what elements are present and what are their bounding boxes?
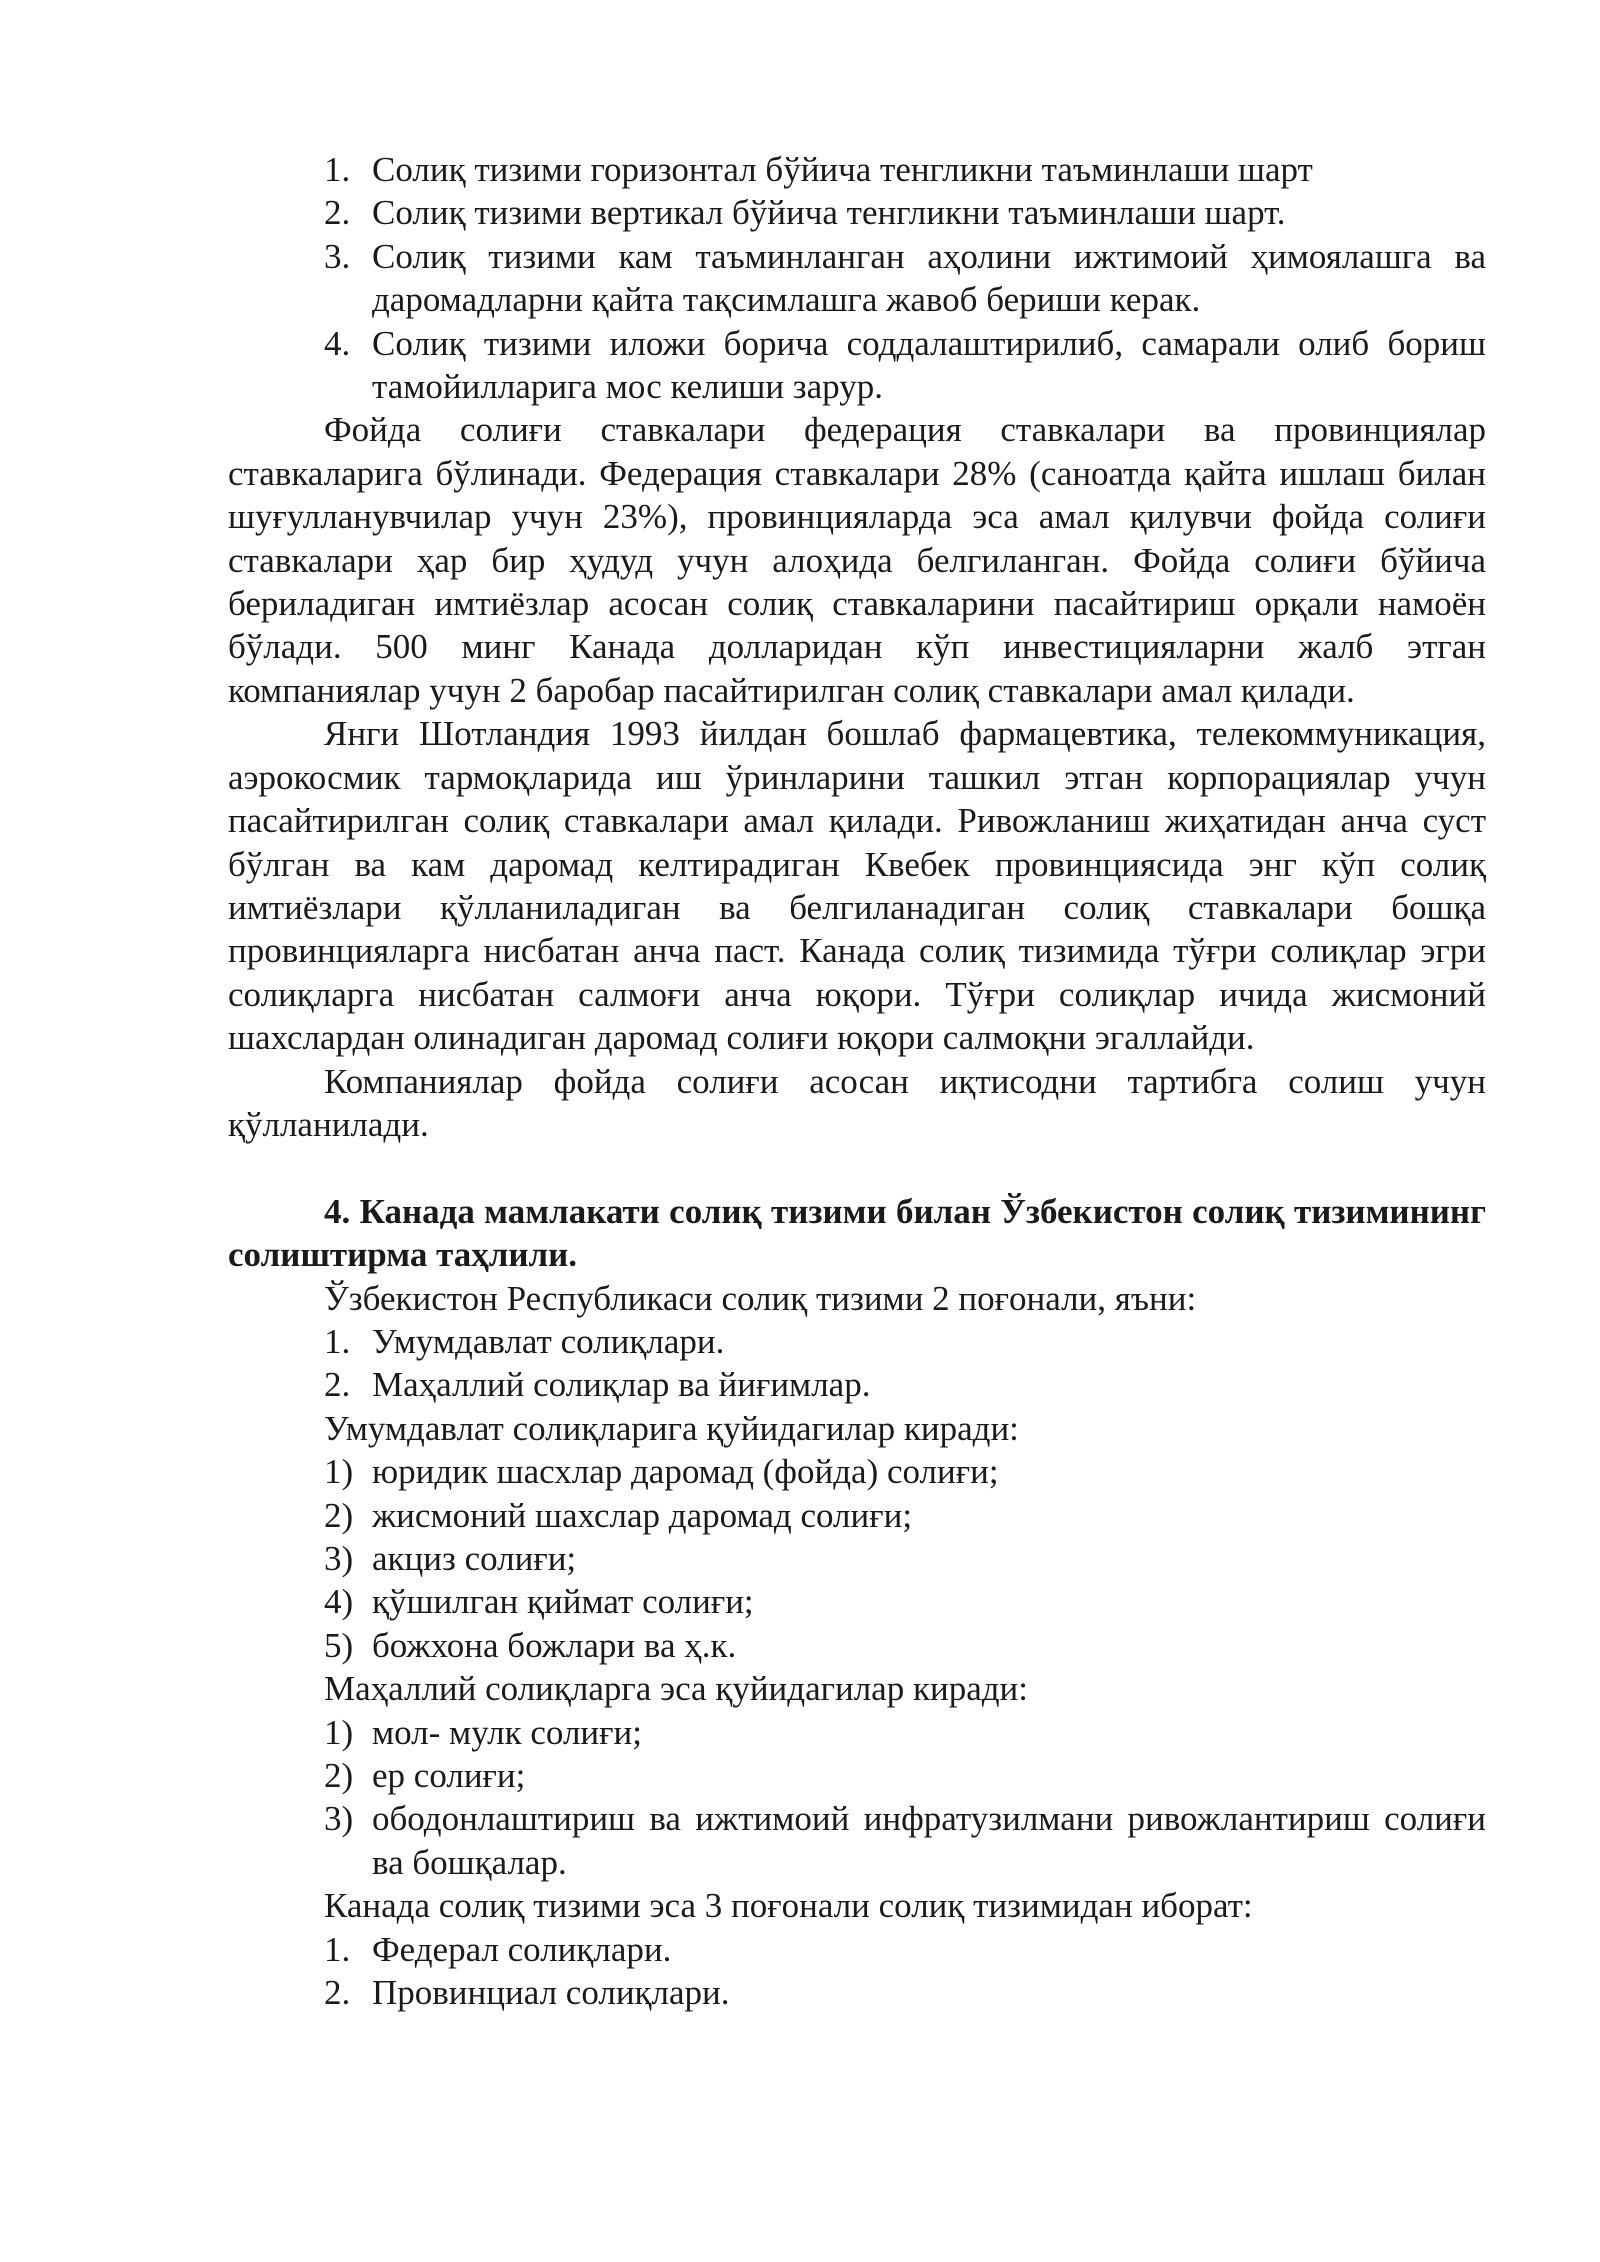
list-text: ободонлаштириш ва ижтимоий инфратузилмани ривожлантириш солиғи ва бошқалар.	[372, 1799, 1486, 1882]
section-heading: 4. Канада мамлакати солиқ тизими билан Ўзбекистон солиқ тизимининг солиштирма таҳлили.	[228, 1191, 1486, 1275]
list-number: 2.	[324, 193, 351, 233]
list-number: 4.	[324, 323, 351, 363]
list-item	[228, 1450, 1486, 1493]
list-number: 1.	[324, 150, 351, 189]
list-text: Солиқ тизими иложи борича соддалаштирилиб, самарали олиб бориш тамойилларига мос келиши зарур.	[372, 323, 1486, 407]
list-text: божхона божлари ва ҳ.к.	[372, 1625, 737, 1665]
list-item	[228, 1537, 1486, 1580]
list-text: Провинциал солиқлари.	[372, 1973, 730, 2013]
list-text: ер солиғи;	[372, 1756, 526, 1796]
list-number: 2.	[324, 1973, 351, 2013]
document-page	[228, 148, 1486, 2014]
list-item	[228, 1320, 1486, 1363]
list-item	[228, 191, 1486, 234]
list-text: Солиқ тизими горизонтал бўйича тенгликни таъминлаши шарт	[372, 150, 1313, 189]
intro-local-taxes: Маҳаллий солиқларга эса қуйидагилар киради:	[324, 1669, 1028, 1709]
paragraph-nova-scotia: Янги Шотландия 1993 йилдан бошлаб фармацевтика, телекоммуникация, аэрокосмик тармоқларида иш ўринларини ташкил этган корпорациялар учун пасайтирилган солиқ ставкалари амал қилади. Ривожланиш жиҳатидан анча суст бўлган ва кам даромад келтирадиган Квебек провинциясида энг кўп солиқ имтиёзлари қўлланиладиган ва белгиланадиган солиқ ставкалари бошқа провинцияларга нисбатан анча паст. Канада солиқ тизимида тўғри солиқлар эгри солиқларга нисбатан салмоғи анча юқори. Тўғри солиқлар ичида жисмоний шахслардан олинадиган даромад солиғи юқори салмоқни эгаллайди.	[228, 714, 1486, 1058]
list-text: мол- мулк солиғи;	[372, 1712, 642, 1752]
list-number: 1)	[324, 1452, 354, 1492]
list-item	[228, 1580, 1486, 1623]
list-number: 3)	[324, 1799, 354, 1839]
list-item	[228, 1797, 1486, 1884]
intro-state-taxes: Умумдавлат солиқларига қуйидагилар киради:	[324, 1408, 1019, 1448]
list-number: 3.	[324, 236, 351, 276]
list-number: 1)	[324, 1712, 354, 1752]
paragraph-profit-tax-rates: Фойда солиғи ставкалари федерация ставкалари ва провинциялар ставкаларига бўлинади. Федерация ставкалари 28% (саноатда қайта ишлаш билан шуғулланувчилар учун 23%), провинцияларда эса амал қилувчи фойда солиғи ставкалари ҳар бир ҳудуд учун алоҳида белгиланган. Фойда солиғи бўйича бериладиган имтиёзлар асосан солиқ ставкаларини пасайтириш орқали намоён бўлади. 500 минг Канада долларидан кўп инвестицияларни жалб этган компаниялар учун 2 баробар пасайтирилган солиқ ставкалари амал қилади.	[228, 410, 1486, 710]
list-number: 2)	[324, 1756, 354, 1796]
list-number: 1.	[324, 1929, 351, 1969]
paragraph-company-profit-tax: Компаниялар фойда солиғи асосан иқтисодни тартибга солиш учун қўлланилади.	[228, 1061, 1486, 1144]
tax-principles-list	[228, 148, 1486, 408]
list-text: Маҳаллий солиқлар ва йиғимлар.	[372, 1365, 871, 1405]
list-number: 3)	[324, 1538, 354, 1578]
list-text: акциз солиғи;	[372, 1538, 577, 1578]
canada-tax-levels-list	[228, 1928, 1486, 2015]
list-text: қўшилган қиймат солиғи;	[372, 1582, 754, 1622]
intro-canada: Канада солиқ тизими эса 3 поғонали солиқ тизимидан иборат:	[324, 1886, 1253, 1926]
list-item	[228, 322, 1486, 409]
uzbek-tax-levels-list	[228, 1320, 1486, 1407]
list-number: 5)	[324, 1625, 354, 1665]
list-item	[228, 1971, 1486, 2014]
list-text: Федерал солиқлари.	[372, 1929, 672, 1969]
list-number: 2.	[324, 1365, 351, 1405]
list-text: юридик шасхлар даромад (фойда) солиғи;	[372, 1452, 999, 1492]
list-item	[228, 1624, 1486, 1667]
list-item	[228, 1363, 1486, 1406]
intro-uzbekistan: Ўзбекистон Республикаси солиқ тизими 2 поғонали, яъни:	[324, 1278, 1197, 1318]
list-item	[228, 1711, 1486, 1754]
list-number: 1.	[324, 1321, 351, 1361]
list-text: Солиқ тизими кам таъминланган аҳолини ижтимоий ҳимоялашга ва даромадларни қайта тақсимлашга жавоб бериши керак.	[372, 236, 1486, 320]
list-item	[228, 1754, 1486, 1797]
list-item	[228, 1494, 1486, 1537]
list-text: Умумдавлат солиқлари.	[372, 1321, 725, 1361]
state-taxes-list	[228, 1450, 1486, 1667]
list-text: Солиқ тизими вертикал бўйича тенгликни таъминлаши шарт.	[372, 193, 1286, 233]
list-number: 2)	[324, 1495, 354, 1535]
list-item	[228, 235, 1486, 322]
list-item	[228, 148, 1486, 191]
list-item	[228, 1928, 1486, 1971]
local-taxes-list	[228, 1711, 1486, 1885]
list-text: жисмоний шахслар даромад солиғи;	[372, 1495, 913, 1535]
list-number: 4)	[324, 1582, 354, 1622]
